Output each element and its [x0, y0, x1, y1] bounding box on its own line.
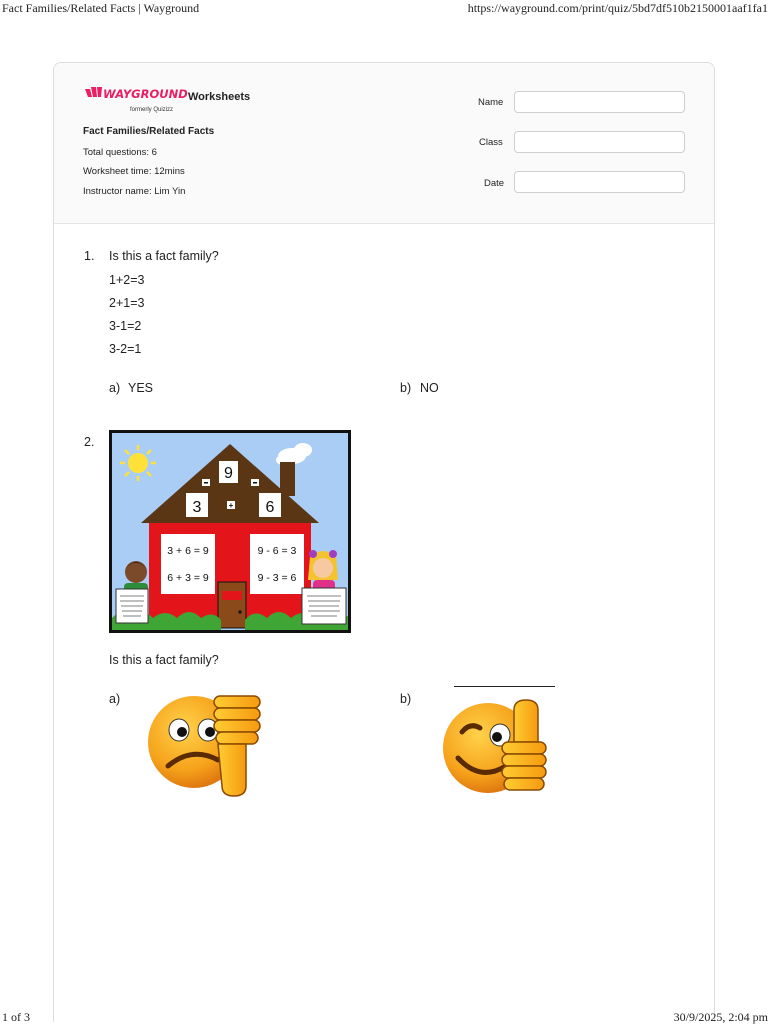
svg-text:+: +: [228, 501, 234, 510]
svg-text:WAYGROUND: WAYGROUND: [103, 87, 188, 101]
page-indicator: 1 of 3: [2, 1010, 30, 1024]
svg-text:6 + 3 = 9: 6 + 3 = 9: [167, 572, 209, 584]
svg-text:9 - 6 = 3: 9 - 6 = 3: [257, 545, 297, 557]
name-label: Name: [478, 97, 504, 108]
wayground-logo: [83, 85, 193, 115]
worksheet-time: Worksheet time: 12mins: [83, 166, 185, 177]
question-1-line: 2+1=3: [109, 296, 145, 310]
thumbs-up-emoji-icon[interactable]: [440, 698, 552, 805]
svg-text:9: 9: [224, 465, 233, 482]
svg-text:formerly Quizizz: formerly Quizizz: [130, 107, 174, 113]
q1-option-b-text[interactable]: NO: [420, 381, 439, 395]
page-tab-title: Fact Families/Related Facts | Wayground: [2, 1, 200, 15]
total-questions: Total questions: 6: [83, 147, 157, 158]
q2-option-a-letter[interactable]: a): [109, 692, 121, 706]
svg-text:3: 3: [192, 499, 202, 516]
product-name: Worksheets: [188, 91, 251, 103]
class-label: Class: [479, 137, 503, 148]
question-2-number: 2.: [84, 435, 95, 449]
date-field[interactable]: [514, 171, 685, 193]
page-url[interactable]: https://wayground.com/print/quiz/5bd7df510b2150001aaf1fa1: [467, 1, 768, 15]
q2-option-b-letter[interactable]: b): [400, 692, 412, 706]
question-1-number: 1.: [84, 249, 95, 263]
worksheet-title: Fact Families/Related Facts: [83, 126, 215, 137]
question-1-prompt: Is this a fact family?: [109, 249, 219, 263]
thumbs-down-emoji-icon[interactable]: [146, 690, 264, 803]
print-footer: [0, 1010, 768, 1024]
class-field[interactable]: [514, 131, 685, 153]
svg-text:6: 6: [265, 499, 275, 516]
q1-option-b-letter[interactable]: b): [400, 381, 412, 395]
svg-text:9 - 3 = 6: 9 - 3 = 6: [257, 572, 297, 584]
instructor-name: Instructor name: Lim Yin: [83, 186, 186, 197]
q1-option-a-text[interactable]: YES: [128, 381, 154, 395]
print-timestamp: 30/9/2025, 2:04 pm: [673, 1010, 768, 1024]
question-1-line: 3-2=1: [109, 342, 142, 356]
svg-text:3 + 6 = 9: 3 + 6 = 9: [167, 545, 209, 557]
date-label: Date: [484, 178, 505, 189]
question-1-line: 3-1=2: [109, 319, 142, 333]
name-field[interactable]: [514, 91, 685, 113]
question-1-line: 1+2=3: [109, 273, 145, 287]
divider-line: [454, 686, 555, 687]
question-2-prompt: Is this a fact family?: [109, 653, 219, 667]
q1-option-a-letter[interactable]: a): [109, 381, 121, 395]
fact-family-house-image: [109, 430, 351, 633]
worksheet-header: [54, 63, 714, 224]
print-header: [0, 0, 768, 16]
